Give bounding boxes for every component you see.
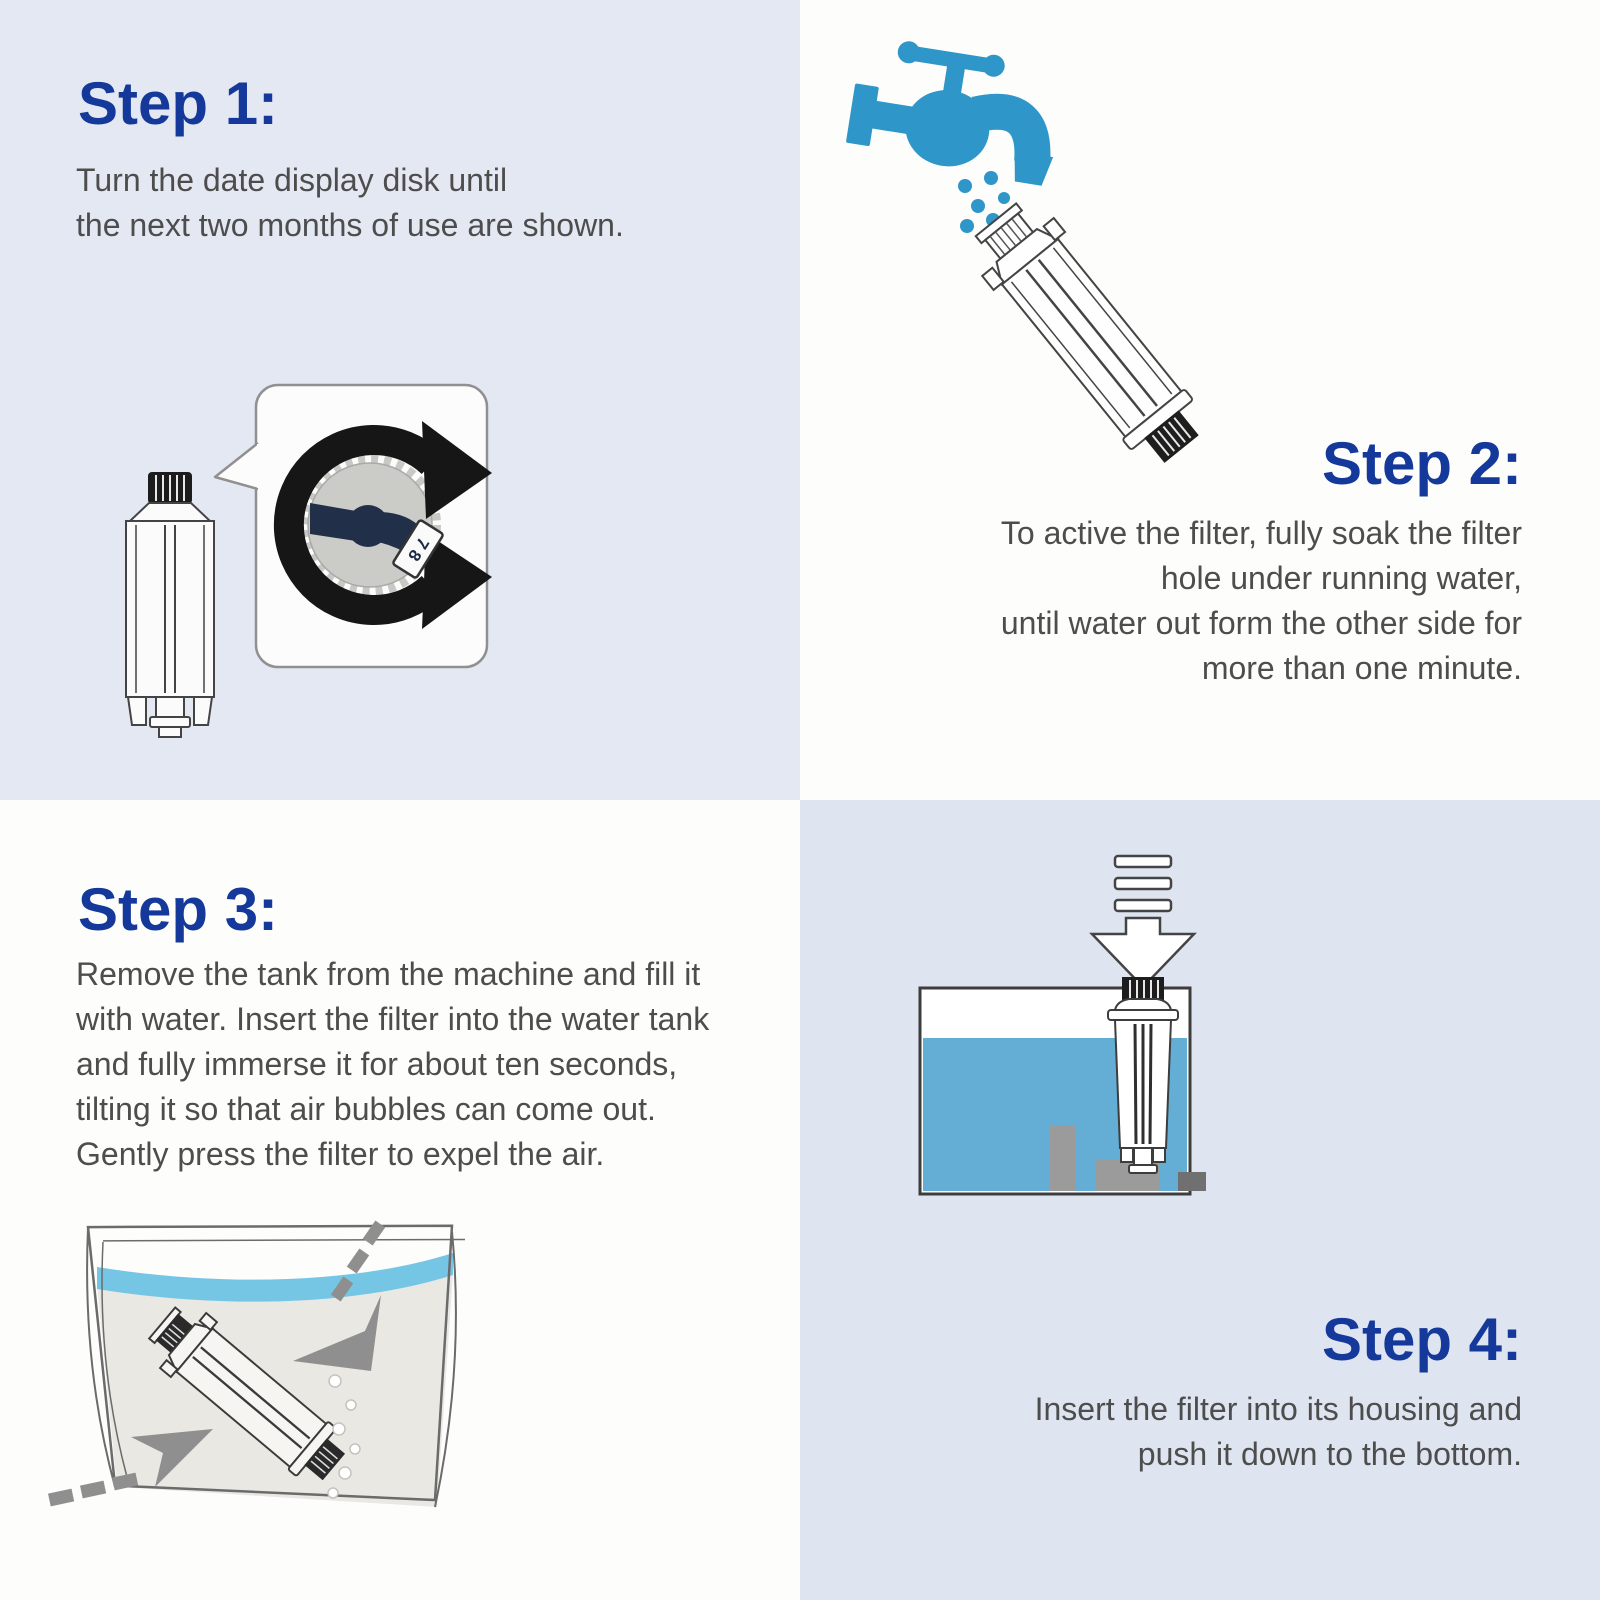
step-4-text <box>1035 1387 1522 1477</box>
step-4-textblock <box>1035 1308 1522 1477</box>
step-4-text-line: push it down to the bottom. <box>1137 1436 1522 1472</box>
step-3-text-line: Gently press the filter to expel the air. <box>76 1136 605 1172</box>
step-3-text-line: with water. Insert the filter into the water tank <box>76 1001 710 1037</box>
step-1-text-line: Turn the date display disk until <box>76 162 508 198</box>
step-2-text-line: hole under running water, <box>1160 560 1522 596</box>
step-1-figure <box>70 345 530 785</box>
step-1-text-line: the next two months of use are shown. <box>76 207 624 243</box>
step-2-text <box>1001 511 1522 691</box>
step-2-text-line: To active the filter, fully soak the filter <box>1000 515 1522 551</box>
step-3-text-line: Remove the tank from the machine and fill it <box>76 956 701 992</box>
step-3-text-line: and fully immerse it for about ten seconds, <box>76 1046 678 1082</box>
immersion-tank-illustration <box>35 1185 535 1585</box>
step-2-textblock <box>1001 432 1522 691</box>
step-3-heading: Step 3: <box>78 876 279 943</box>
step-1-text <box>76 158 624 248</box>
housing-insert-illustration <box>878 838 1218 1218</box>
step-3-text-line: tilting it so that air bubbles can come out. <box>76 1091 656 1127</box>
push-down-arrow-icon <box>1092 856 1194 987</box>
filter-cartridge-icon <box>126 473 214 737</box>
step-4-panel <box>800 800 1600 1600</box>
step-3-text <box>76 952 709 1177</box>
step-2-text-line: until water out form the other side for <box>1000 605 1522 641</box>
step-3-panel <box>0 800 800 1600</box>
step-2-figure <box>836 14 1206 474</box>
step-2-text-line: more than one minute. <box>1201 650 1522 686</box>
step-4-figure <box>878 838 1218 1218</box>
step-3-figure <box>35 1185 535 1585</box>
step-1-panel <box>0 0 800 800</box>
step-4-heading: Step 4: <box>1321 1306 1522 1373</box>
faucet-icon <box>844 34 1068 187</box>
step-2-panel <box>800 0 1600 800</box>
step-2-heading: Step 2: <box>1321 430 1522 497</box>
step-1-heading: Step 1: <box>78 70 279 137</box>
dial-numbers: 7 8 <box>404 534 433 565</box>
faucet-rinse-illustration <box>836 14 1206 474</box>
step-4-text-line: Insert the filter into its housing and <box>1034 1391 1522 1427</box>
filter-date-dial-illustration <box>70 345 530 785</box>
